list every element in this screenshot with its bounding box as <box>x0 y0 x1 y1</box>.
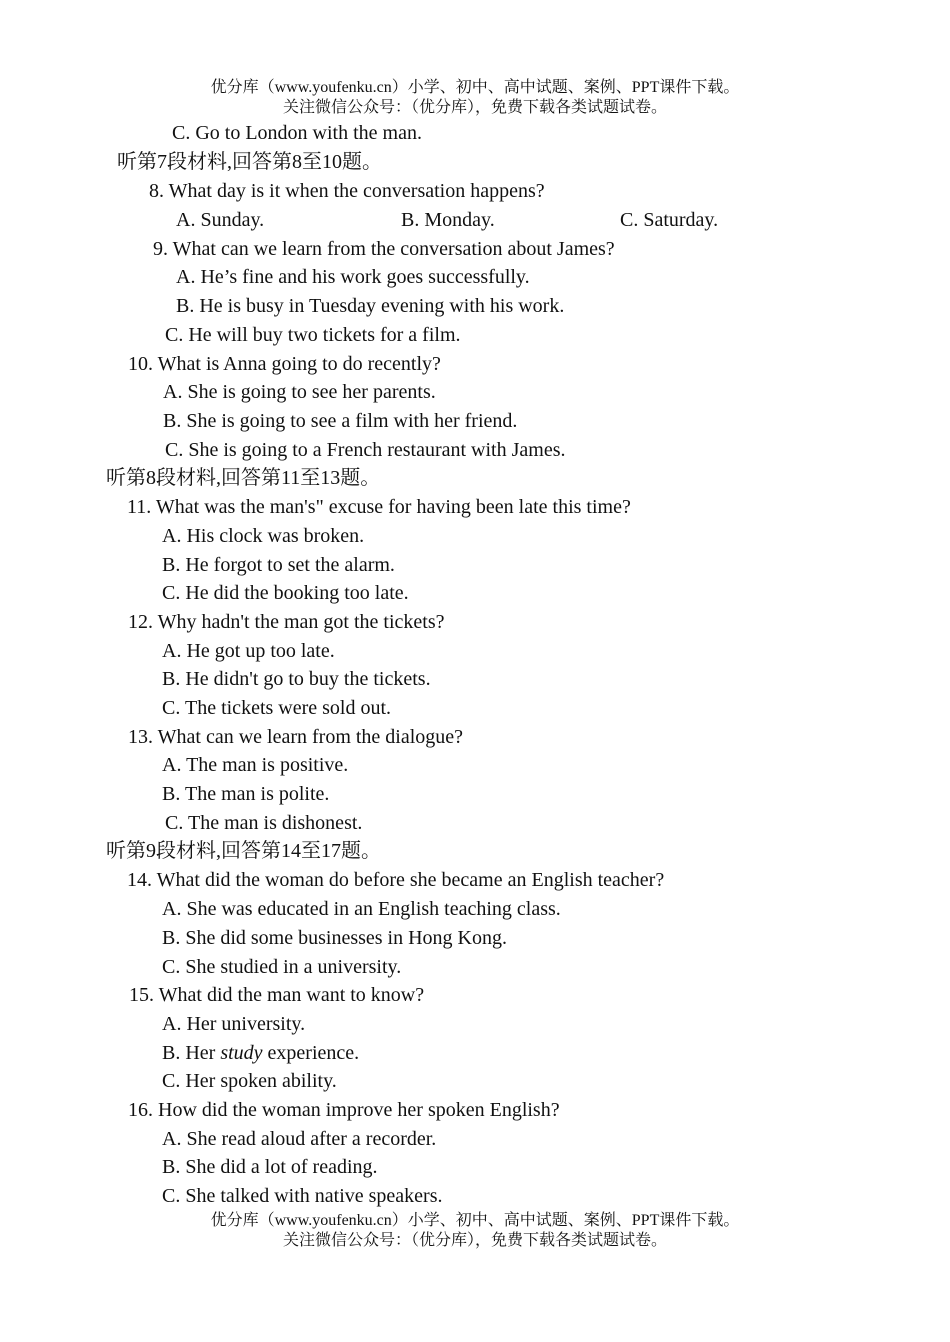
question-text: 13. What can we learn from the dialogue? <box>128 726 464 748</box>
option-text: B. Monday. <box>401 209 495 231</box>
option-text: B. He forgot to set the alarm. <box>162 554 395 576</box>
option-text: A. She is going to see her parents. <box>163 381 436 403</box>
option-text: A. His clock was broken. <box>162 525 365 547</box>
question-text: 15. What did the man want to know? <box>129 984 425 1006</box>
question-text: 9. What can we learn from the conversation about James? <box>153 238 615 260</box>
option-text: A. He’s fine and his work goes successfully. <box>176 266 530 288</box>
section-heading: 听第8段材料,回答第11至13题。 <box>106 467 381 489</box>
option-text: C. She is going to a French restaurant with James. <box>165 439 566 461</box>
option-text: A. She read aloud after a recorder. <box>162 1128 437 1150</box>
page-header-line-2: 关注微信公众号：（优分库），免费下载各类试题试卷。 <box>282 99 667 116</box>
option-text: A. Her university. <box>162 1013 306 1035</box>
option-text: C. He will buy two tickets for a film. <box>165 324 461 346</box>
page-header-line-1: 优分库（www.youfenku.cn）小学、初中、高中试题、案例、PPT课件下载。 <box>210 79 740 96</box>
option-text <box>162 1041 359 1065</box>
option-text: B. She is going to see a film with her friend. <box>163 410 518 432</box>
option-text: B. She did a lot of reading. <box>162 1156 378 1178</box>
option-text: A. The man is positive. <box>162 754 349 776</box>
option-text: A. She was educated in an English teaching class. <box>162 898 561 920</box>
option-text-part: B. Her <box>162 1042 221 1064</box>
option-text: A. Sunday. <box>176 209 265 231</box>
section-heading: 听第9段材料,回答第14至17题。 <box>106 840 381 862</box>
option-text: A. He got up too late. <box>162 640 335 662</box>
option-text: C. Her spoken ability. <box>162 1070 337 1092</box>
question-text: 12. Why hadn't the man got the tickets? <box>128 611 445 633</box>
option-text: B. He didn't go to buy the tickets. <box>162 668 431 690</box>
italic-word: study <box>220 1042 263 1064</box>
option-text: C. Go to London with the man. <box>172 122 422 144</box>
question-text: 8. What day is it when the conversation happens? <box>149 180 545 202</box>
option-text: C. He did the booking too late. <box>162 582 409 604</box>
page-footer-line-1: 优分库（www.youfenku.cn）小学、初中、高中试题、案例、PPT课件下载。 <box>210 1212 740 1229</box>
option-text: B. The man is polite. <box>162 783 330 805</box>
option-text-part: experience. <box>262 1042 360 1064</box>
option-text: C. The tickets were sold out. <box>162 697 392 719</box>
option-text: C. The man is dishonest. <box>165 812 363 834</box>
page-footer-line-2: 关注微信公众号：（优分库），免费下载各类试题试卷。 <box>282 1232 667 1249</box>
question-text: 14. What did the woman do before she became an English teacher? <box>127 869 665 891</box>
option-text: B. She did some businesses in Hong Kong. <box>162 927 507 949</box>
option-text: C. Saturday. <box>620 209 719 231</box>
question-text: 16. How did the woman improve her spoken English? <box>128 1099 560 1121</box>
option-text: C. She talked with native speakers. <box>162 1185 443 1207</box>
question-text: 11. What was the man's" excuse for having been late this time? <box>127 496 631 518</box>
question-text: 10. What is Anna going to do recently? <box>128 353 441 375</box>
option-text: C. She studied in a university. <box>162 956 402 978</box>
option-text: B. He is busy in Tuesday evening with his work. <box>176 295 565 317</box>
section-heading: 听第7段材料,回答第8至10题。 <box>117 151 382 173</box>
